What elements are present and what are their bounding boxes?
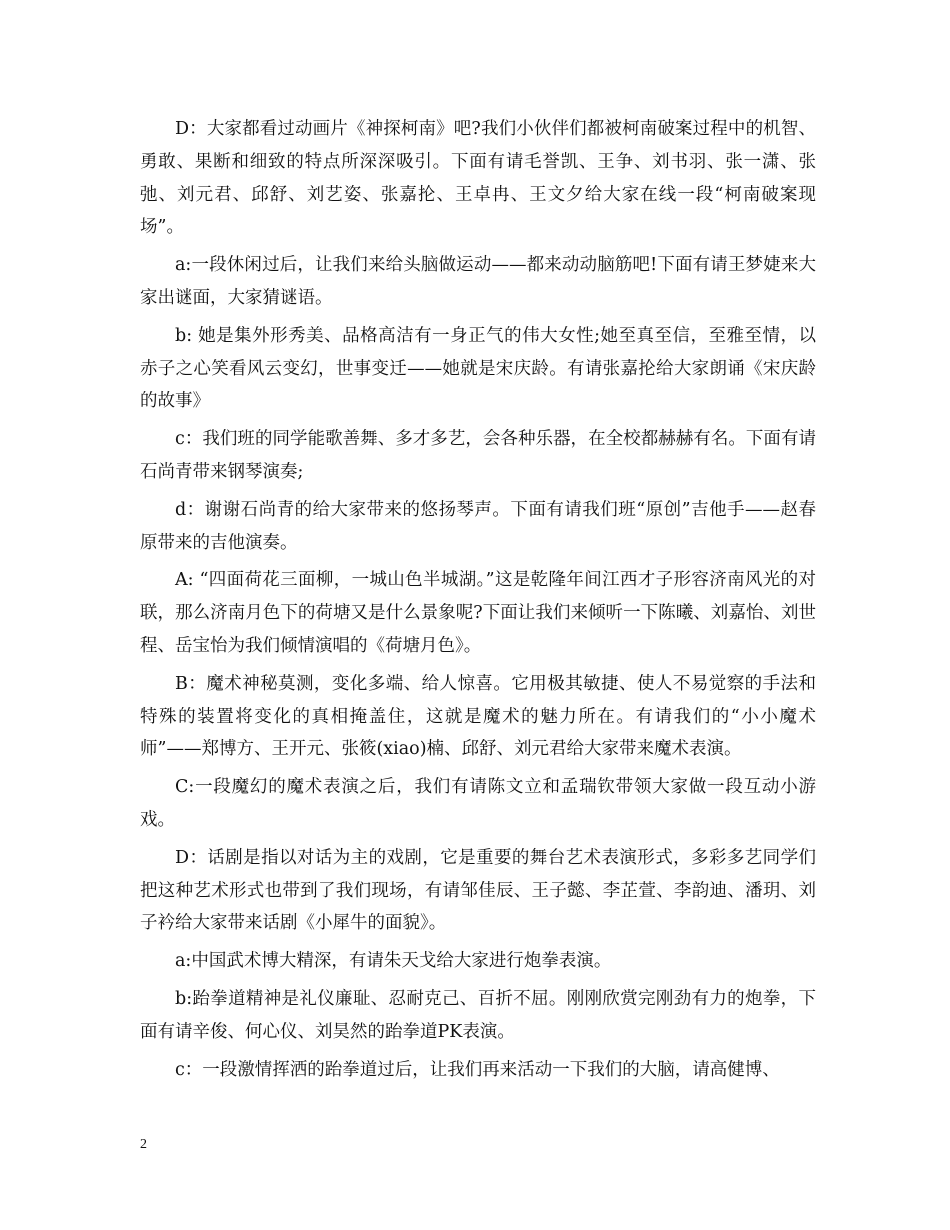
paragraph: A: “四面荷花三面柳，一城山色半城湖。”这是乾隆年间江西才子形容济南风光的对联，那么济南月色下的荷塘又是什么景象呢?下面让我们来倾听一下陈曦、刘嘉怡、刘世程、岳宝怡为我们倾情演唱的《荷塘月色》。 [140, 570, 816, 656]
paragraph: D：话剧是指以对话为主的戏剧，它是重要的舞台艺术表演形式，多彩多艺同学们把这种艺术形式也带到了我们现场，有请邹佳辰、王子懿、李芷萱、李韵迪、潘玥、刘子衿给大家带来话剧《小犀牛的面貌》。 [140, 847, 816, 934]
paragraph: a:一段休闲过后，让我们来给头脑做运动——都来动动脑筋吧!下面有请王梦婕来大家出谜面，大家猜谜语。 [140, 255, 816, 308]
paragraph: C:一段魔幻的魔术表演之后，我们有请陈文立和孟瑞钦带领大家做一段互动小游戏。 [140, 777, 816, 830]
paragraph: B：魔术神秘莫测，变化多端、给人惊喜。它用极其敏捷、使人不易觉察的手法和特殊的装置将变化的真相掩盖住，这就是魔术的魅力所在。有请我们的“小小魔术师”——郑博方、王开元、张筱(xiao)楠、邱舒、刘元君给大家带来魔术表演。 [140, 673, 816, 760]
document-body [140, 113, 816, 1091]
paragraph: a:中国武术博大精深，有请朱天戈给大家进行炮拳表演。 [175, 951, 612, 972]
paragraph: c：一段激情挥洒的跆拳道过后，让我们再来活动一下我们的大脑，请高健博、 [175, 1059, 780, 1080]
paragraph: d：谢谢石尚青的给大家带来的悠扬琴声。下面有请我们班“原创”吉他手——赵春原带来的吉他演奏。 [140, 499, 816, 553]
paragraph: b: 她是集外形秀美、品格高洁有一身正气的伟大女性;她至真至信，至雅至情，以赤子之心笑看风云变幻，世事变迁——她就是宋庆龄。有请张嘉抡给大家朗诵《宋庆龄的故事》 [140, 325, 816, 412]
paragraph: b:跆拳道精神是礼仪廉耻、忍耐克己、百折不屈。刚刚欣赏完刚劲有力的炮拳，下面有请辛俊、何心仪、刘昊然的跆拳道PK表演。 [140, 988, 816, 1042]
page-number: 2 [140, 1137, 147, 1152]
paragraph: c：我们班的同学能歌善舞、多才多艺，会各种乐器，在全校都赫赫有名。下面有请石尚青带来钢琴演奏; [140, 429, 816, 482]
paragraph: D：大家都看过动画片《神探柯南》吧?我们小伙伴们都被柯南破案过程中的机智、勇敢、果断和细致的特点所深深吸引。下面有请毛誉凯、王争、刘书羽、张一潇、张弛、刘元君、邱舒、刘艺姿、张嘉抡、王卓冉、王文夕给大家在线一段“柯南破案现场”。 [140, 119, 816, 238]
